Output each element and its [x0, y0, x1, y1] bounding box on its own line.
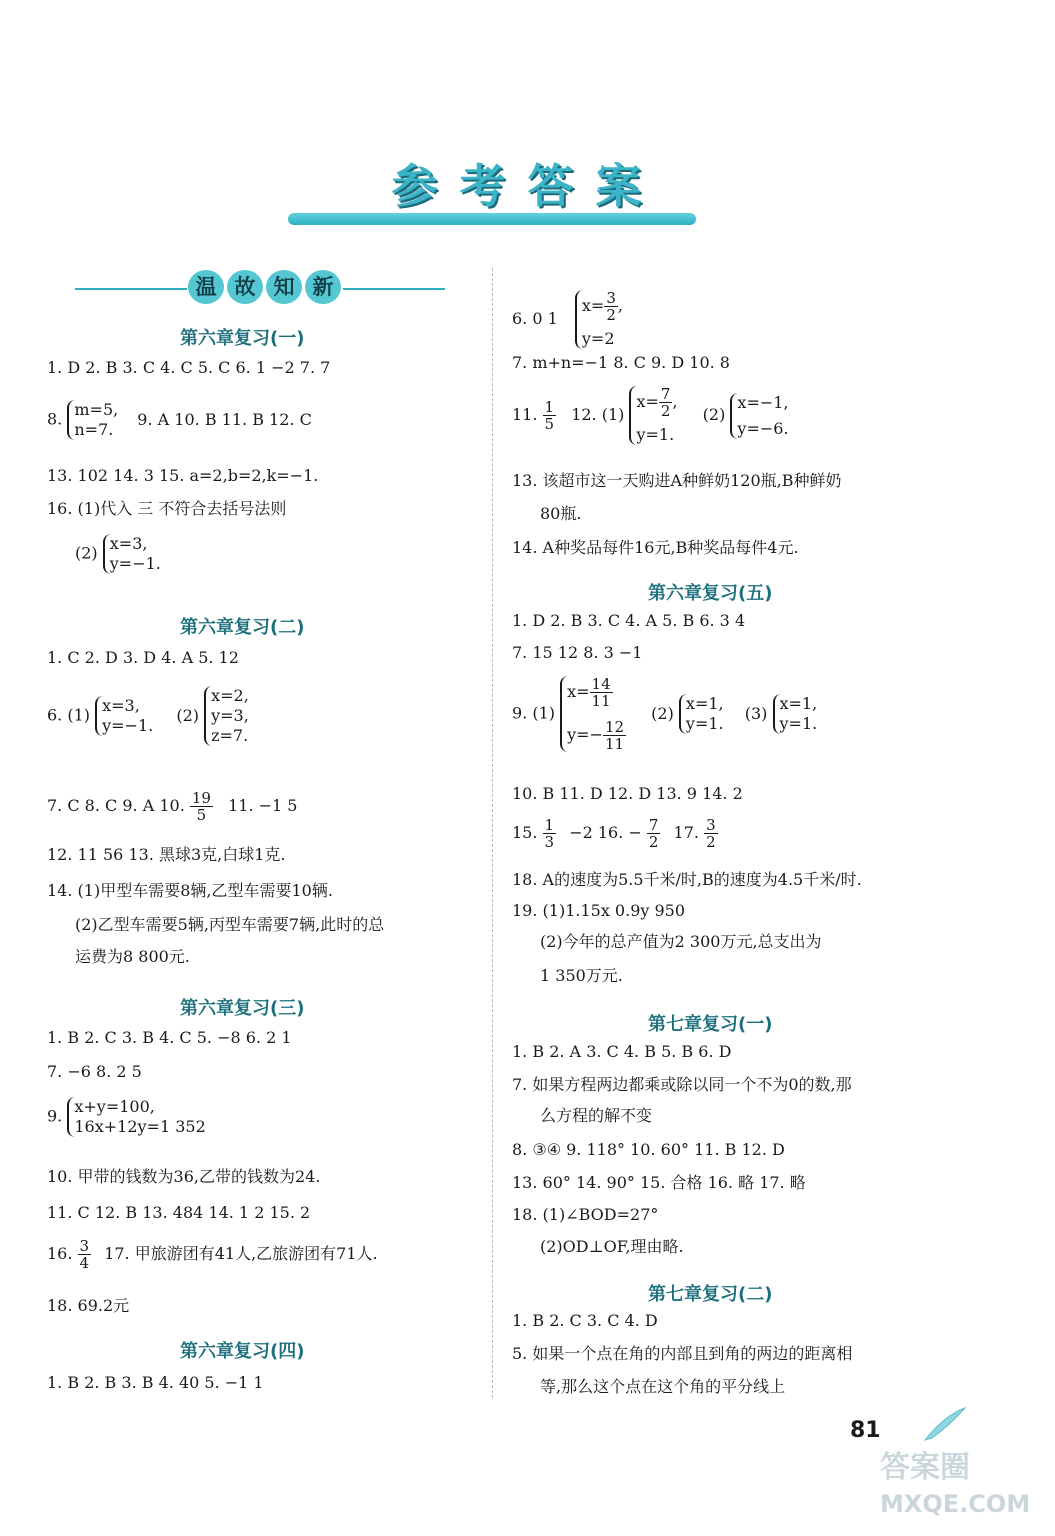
equation: y=−1.: [109, 554, 161, 573]
section-title: 第六章复习(三): [180, 998, 305, 1019]
answer-label: (2): [176, 705, 199, 725]
equation: y=2: [581, 329, 615, 348]
equation-system: [95, 696, 153, 736]
answer-text: 11. −1 5: [228, 796, 298, 815]
answer-line: 16. (1)代入 三 不符合去括号法则: [47, 499, 287, 518]
equation: x= $\frac{14}{11}$: [567, 675, 611, 710]
column-divider: [492, 268, 493, 1398]
equation-system: [679, 694, 724, 734]
equation: x=−1,: [737, 392, 789, 412]
equation: x=3,: [109, 534, 148, 553]
fraction: $\frac{7}{2}$: [660, 385, 671, 420]
equation-system: [204, 686, 249, 746]
section-title: 第七章复习(二): [648, 1284, 773, 1305]
answer-label: (2): [651, 703, 674, 723]
fraction: $\frac{14}{11}$: [591, 675, 611, 710]
answer-text: 17. 甲旅游团有41人,乙旅游团有71人.: [104, 1244, 378, 1263]
answer-label: (3): [744, 703, 768, 723]
answer-label: 12. (1): [571, 405, 625, 424]
equation-system: [730, 393, 788, 439]
answer-line: (2)今年的总产值为2 300万元,总支出为: [540, 932, 822, 951]
equation-system: [67, 400, 118, 440]
equation: y=− $\frac{12}{11}$: [567, 718, 625, 753]
watermark-logo: 答案圈: [880, 1450, 970, 1485]
answer-line: 18. 69.2元: [47, 1296, 130, 1315]
fraction: $\frac{7}{2}$: [648, 816, 659, 851]
equation: y=3,: [211, 706, 249, 725]
equation: y=1.: [685, 714, 724, 733]
answer-line: 1. D 2. B 3. C 4. A 5. B 6. 3 4: [512, 611, 746, 630]
answer-line: [75, 534, 161, 574]
answer-line: 19. (1)1.15x 0.9y 950: [512, 901, 686, 920]
equation: z=7.: [211, 726, 249, 745]
banner-char: 知: [266, 270, 302, 304]
fraction: $\frac{3}{4}$: [79, 1237, 90, 1272]
answer-line: 1. B 2. C 3. C 4. D: [512, 1311, 658, 1330]
answer-line: [512, 817, 718, 850]
answer-label: 15.: [512, 823, 538, 842]
equation: x=3,: [102, 696, 140, 715]
equation: x=1,: [779, 694, 818, 713]
answer-line: 18. (1)∠BOD=27°: [512, 1205, 659, 1224]
answer-line: 7. 15 12 8. 3 −1: [512, 643, 643, 662]
answer-line: [47, 790, 297, 823]
equation-system: [560, 676, 626, 752]
answer-label: 16.: [47, 1244, 73, 1263]
answer-line: 8. ③④ 9. 118° 10. 60° 11. B 12. D: [512, 1140, 785, 1159]
answer-line: 7. −6 8. 2 5: [47, 1062, 142, 1081]
equation: x=2,: [211, 686, 249, 705]
answer-label: 6. (1): [47, 705, 91, 725]
equation: y=−1.: [102, 716, 154, 735]
answer-line: 11. C 12. B 13. 484 14. 1 2 15. 2: [47, 1203, 311, 1222]
answer-line: 1. C 2. D 3. D 4. A 5. 12: [47, 648, 239, 667]
equation: x= $\frac{3}{2}$ ,: [581, 289, 623, 324]
answer-line: [512, 290, 623, 349]
answer-line: 12. 11 56 13. 黑球3克,白球1克.: [47, 845, 286, 864]
answer-line: (2)OD⊥OF,理由略.: [540, 1237, 684, 1256]
answer-line: 7. m+n=−1 8. C 9. D 10. 8: [512, 353, 730, 372]
equation: y=1.: [636, 425, 675, 444]
answer-line: 等,那么这个点在这个角的平分线上: [540, 1377, 786, 1396]
equation-system: [629, 386, 677, 445]
answer-line: 1. B 2. C 3. B 4. C 5. −8 6. 2 1: [47, 1028, 292, 1047]
answer-label: (2): [702, 405, 726, 424]
banner-char: 温: [188, 270, 224, 304]
answer-text: 6. 0 1: [512, 309, 558, 328]
answer-text: 9. A 10. B 11. B 12. C: [137, 409, 312, 429]
answer-line: [47, 400, 312, 440]
answer-line: 14. A种奖品每件16元,B种奖品每件4元.: [512, 538, 799, 557]
watermark-url: MXQE.COM: [880, 1490, 1031, 1518]
equation: x+y=100,: [74, 1097, 155, 1116]
answer-label: (2): [75, 543, 98, 563]
equation-system: [103, 534, 161, 574]
answer-line: 80瓶.: [540, 504, 582, 523]
answer-line: 13. 该超市这一天购进A种鲜奶120瓶,B种鲜奶: [512, 471, 842, 490]
answer-line: [47, 686, 249, 746]
answer-line: 7. 如果方程两边都乘或除以同一个不为0的数,那: [512, 1075, 852, 1094]
answer-text: −2 16. −: [569, 823, 642, 842]
answer-line: 1. D 2. B 3. C 4. C 5. C 6. 1 −2 7. 7: [47, 358, 331, 377]
answer-line: 10. B 11. D 12. D 13. 9 14. 2: [512, 784, 743, 803]
page-number: 81: [850, 1418, 881, 1443]
answer-line: 10. 甲带的钱数为36,乙带的钱数为24.: [47, 1167, 321, 1186]
equation: y=1.: [779, 714, 818, 733]
section-banner: [188, 270, 341, 306]
answer-label: 11.: [512, 405, 538, 424]
fraction: $\frac{19}{5}$: [191, 789, 211, 824]
answer-line: (2)乙型车需要5辆,丙型车需要7辆,此时的总: [75, 915, 385, 934]
answer-label: 9.: [47, 1106, 63, 1126]
answer-line: 14. (1)甲型车需要8辆,乙型车需要10辆.: [47, 881, 333, 900]
section-title: 第六章复习(四): [180, 1341, 305, 1362]
section-title: 第六章复习(一): [180, 328, 305, 349]
answer-line: 么方程的解不变: [540, 1106, 653, 1125]
answer-line: 13. 102 14. 3 15. a=2,b=2,k=−1.: [47, 466, 319, 485]
answer-line: 运费为8 800元.: [75, 947, 190, 966]
answer-line: [512, 386, 789, 445]
page-title: 参考答案: [391, 159, 664, 213]
answer-line: 1. B 2. A 3. C 4. B 5. B 6. D: [512, 1042, 732, 1061]
equation-system: [773, 694, 818, 734]
equation-system: [67, 1097, 205, 1137]
equation-system: [575, 290, 623, 349]
fraction: $\frac{3}{2}$: [606, 289, 616, 324]
banner-line-left: [75, 288, 187, 290]
banner-char: 故: [227, 270, 263, 304]
fraction: $\frac{3}{2}$: [706, 816, 716, 851]
answer-line: 18. A的速度为5.5千米/时,B的速度为4.5千米/时.: [512, 870, 862, 889]
banner-char: 新: [305, 270, 341, 304]
answer-line: 5. 如果一个点在角的内部且到角的两边的距离相: [512, 1344, 853, 1363]
fraction: $\frac{12}{11}$: [604, 718, 625, 753]
equation: y=−6.: [737, 418, 789, 438]
answer-text: 7. C 8. C 9. A 10.: [47, 796, 185, 815]
answer-line: 1 350万元.: [540, 966, 623, 985]
answer-line: 1. B 2. B 3. B 4. 40 5. −1 1: [47, 1373, 264, 1392]
equation: 16x+12y=1 352: [74, 1117, 206, 1136]
answer-line: [512, 676, 817, 752]
equation: m=5,: [74, 400, 119, 419]
banner-line-right: [343, 288, 445, 290]
section-title: 第七章复习(一): [648, 1014, 773, 1035]
feather-icon: [920, 1405, 970, 1445]
equation: x= $\frac{7}{2}$ ,: [636, 385, 678, 420]
fraction: $\frac{1}{5}$: [544, 398, 555, 433]
answer-label: 9. (1): [512, 703, 556, 723]
title-underline-bar: [288, 213, 696, 225]
answer-line: [47, 1238, 378, 1271]
answer-line: [47, 1097, 206, 1137]
equation: x=1,: [685, 694, 724, 713]
section-title: 第六章复习(五): [648, 583, 773, 604]
equation: n=7.: [74, 420, 114, 439]
answer-line: 13. 60° 14. 90° 15. 合格 16. 略 17. 略: [512, 1173, 806, 1192]
answer-label: 8.: [47, 409, 63, 429]
fraction: $\frac{1}{3}$: [544, 816, 555, 851]
answer-text: 17.: [673, 823, 699, 842]
section-title: 第六章复习(二): [180, 617, 305, 638]
